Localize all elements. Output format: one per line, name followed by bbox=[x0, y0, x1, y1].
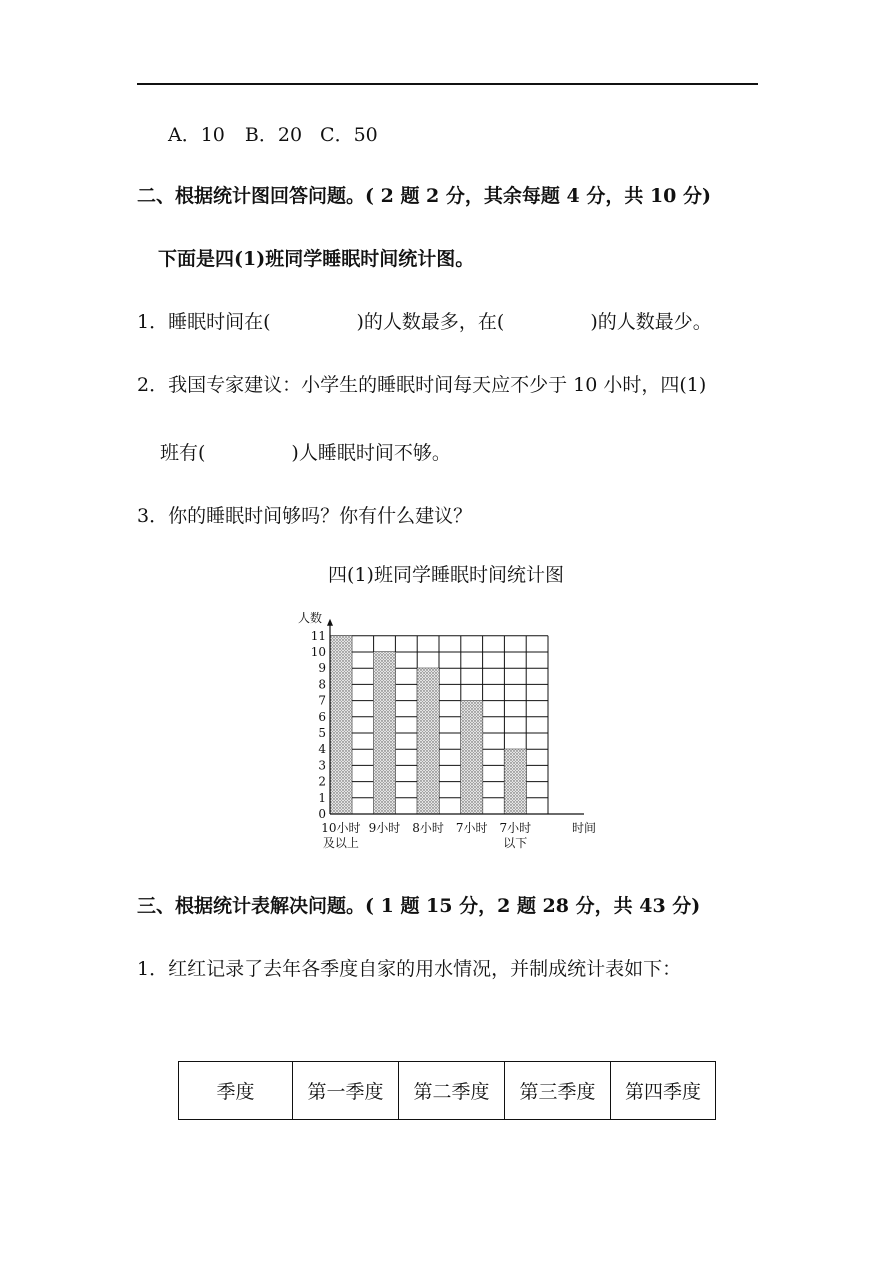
bar bbox=[330, 636, 352, 814]
top-divider bbox=[137, 83, 758, 85]
y-tick-label: 5 bbox=[318, 726, 326, 740]
y-tick-label: 8 bbox=[318, 677, 326, 692]
bar bbox=[504, 749, 526, 814]
question-3: 3．你的睡眠时间够吗？你有什么建议？ bbox=[137, 505, 473, 527]
section2-intro: 下面是四(1)班同学睡眠时间统计图。 bbox=[158, 248, 475, 270]
sleep-bar-chart bbox=[270, 600, 610, 860]
chart-bars bbox=[330, 636, 526, 814]
header-cell: 第三季度 bbox=[505, 1062, 611, 1120]
y-axis-label: 人数 bbox=[297, 610, 322, 625]
y-tick-label: 10 bbox=[310, 645, 326, 659]
y-axis-arrow bbox=[327, 619, 333, 626]
header-cell: 第二季度 bbox=[399, 1062, 505, 1120]
option-c: C．50 bbox=[320, 124, 378, 146]
answer-options bbox=[168, 126, 378, 145]
option-b: B．20 bbox=[244, 124, 303, 146]
x-tick-label: 及以上 bbox=[322, 836, 359, 850]
y-tick-label: 9 bbox=[318, 661, 326, 676]
header-cell: 季度 bbox=[179, 1062, 293, 1120]
header-cell: 第四季度 bbox=[611, 1062, 716, 1120]
x-tick-label: 9小时 bbox=[368, 821, 401, 835]
bar bbox=[417, 668, 439, 814]
water-usage-table bbox=[178, 1061, 716, 1120]
bar bbox=[374, 652, 396, 814]
y-tick-label: 1 bbox=[318, 790, 326, 805]
chart-title: 四(1)班同学睡眠时间统计图 bbox=[328, 564, 564, 586]
y-tick-label: 3 bbox=[318, 758, 326, 773]
y-tick-label: 11 bbox=[310, 628, 326, 643]
x-tick-label: 7小时 bbox=[499, 821, 532, 835]
x-tick-label: 以下 bbox=[503, 836, 528, 850]
section3-question-1: 1．红红记录了去年各季度自家的用水情况，并制成统计表如下： bbox=[137, 958, 682, 980]
y-tick-label: 6 bbox=[318, 709, 326, 724]
y-tick-label: 7 bbox=[318, 693, 326, 708]
question-2-cont: 班有( )人睡眠时间不够。 bbox=[160, 442, 451, 464]
bar bbox=[461, 701, 483, 814]
option-a: A．10 bbox=[168, 124, 225, 146]
section3-heading: 三、根据统计表解决问题。( 1 题 15 分，2 题 28 分，共 43 分) bbox=[137, 895, 701, 917]
header-cell: 第一季度 bbox=[293, 1062, 399, 1120]
section2-heading: 二、根据统计图回答问题。( 2 题 2 分，其余每题 4 分，共 10 分) bbox=[137, 185, 711, 207]
question-2: 2．我国专家建议：小学生的睡眠时间每天应不少于 10 小时，四(1) bbox=[137, 374, 707, 396]
x-axis-label: 时间 bbox=[571, 821, 597, 835]
y-tick-label: 4 bbox=[318, 742, 326, 757]
y-tick-label: 0 bbox=[318, 807, 326, 821]
y-tick-label: 2 bbox=[318, 774, 326, 789]
question-1: 1．睡眠时间在( )的人数最多，在( )的人数最少。 bbox=[137, 311, 712, 333]
x-tick-label: 10小时 bbox=[321, 821, 361, 835]
x-tick-label: 7小时 bbox=[455, 821, 488, 835]
table-header-row bbox=[179, 1062, 716, 1120]
x-tick-label: 8小时 bbox=[412, 821, 444, 835]
